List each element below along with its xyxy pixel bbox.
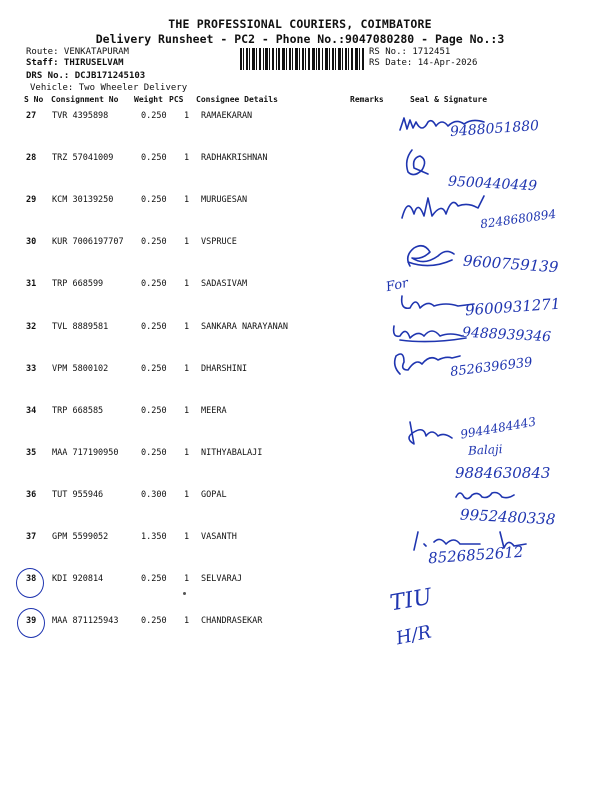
handwritten-phone: 8248680894	[479, 206, 557, 232]
col-consignee: Consignee Details	[196, 95, 278, 104]
consignment-no: KDI 920814	[52, 574, 104, 584]
staff-label: Staff: THIRUSELVAM	[26, 58, 124, 68]
consignment-no: KUR 7006197707	[52, 237, 124, 247]
company-title: THE PROFESSIONAL COURIERS, COIMBATORE	[168, 17, 432, 31]
row-34	[0, 406, 600, 418]
row-39	[0, 616, 600, 628]
consignment-no: TRP 668585	[52, 406, 104, 416]
col-remarks: Remarks	[350, 95, 384, 104]
consignee-name: NITHYABALAJI	[201, 448, 263, 458]
handwritten-signature	[390, 318, 470, 344]
consignment-no: TVL 8889581	[52, 322, 109, 332]
col-seal-signature: Seal & Signature	[410, 95, 488, 104]
consignment-no: KCM 30139250	[52, 195, 114, 205]
pcs: 1	[184, 279, 190, 289]
handwritten-signature	[452, 487, 522, 503]
weight: 0.250	[141, 195, 167, 205]
sno: 30	[26, 237, 37, 247]
weight: 0.300	[141, 490, 167, 500]
handwritten-name: Balaji	[467, 442, 503, 458]
sno: 28	[26, 153, 37, 163]
pcs: 1	[184, 195, 190, 205]
handwritten-phone: 9488051880	[449, 117, 540, 141]
weight: 0.250	[141, 153, 167, 163]
handwritten-for: For	[384, 275, 410, 296]
row-30	[0, 237, 600, 249]
weight: 0.250	[141, 237, 167, 247]
pcs: 1	[184, 322, 190, 332]
weight: 0.250	[141, 322, 167, 332]
vehicle-label: Vehicle: Two Wheeler Delivery	[30, 83, 188, 93]
handwritten-phone: 9884630843	[455, 464, 551, 482]
sno: 37	[26, 532, 37, 542]
sno: 39	[26, 616, 37, 626]
row-29	[0, 195, 600, 207]
handwritten-mark: TIU	[388, 584, 434, 617]
pcs: 1	[184, 111, 190, 121]
consignment-no: TRZ 57041009	[52, 153, 114, 163]
weight: 0.250	[141, 574, 167, 584]
drs-label: DRS No.: DCJB171245103	[26, 71, 146, 81]
handwritten-signature	[398, 192, 488, 222]
col-weight: Weight	[134, 95, 163, 104]
circle-mark-38	[16, 568, 44, 598]
runsheet-title: Delivery Runsheet - PC2 - Phone No.:9047080280 - Page No.:3	[95, 32, 505, 46]
consignment-no: MAA 717190950	[52, 448, 119, 458]
weight: 0.250	[141, 111, 167, 121]
pcs: 1	[184, 237, 190, 247]
rs-date: RS Date: 14-Apr-2026	[369, 58, 478, 68]
weight: 0.250	[141, 406, 167, 416]
consignee-name: RADHAKRISHNAN	[201, 153, 268, 163]
row-38	[0, 574, 600, 586]
handwritten-signature	[398, 146, 438, 180]
sno: 38	[26, 574, 37, 584]
weight: 0.250	[141, 364, 167, 374]
pcs: 1	[184, 364, 190, 374]
pcs: 1	[184, 490, 190, 500]
circle-mark-39	[17, 608, 45, 638]
handwritten-phone: 9600931271	[464, 294, 561, 320]
row-31	[0, 279, 600, 291]
rs-number: RS No.: 1712451	[369, 47, 451, 57]
col-consignment: Consignment No	[51, 95, 119, 104]
pcs: 1	[184, 153, 190, 163]
pcs: 1	[184, 406, 190, 416]
consignee-name: MURUGESAN	[201, 195, 248, 205]
consignee-name: MEERA	[201, 406, 227, 416]
consignment-no: VPM 5800102	[52, 364, 109, 374]
stray-mark	[183, 592, 186, 595]
col-pcs: PCS	[169, 95, 184, 104]
consignment-no: TUT 955946	[52, 490, 104, 500]
pcs: 1	[184, 532, 190, 542]
barcode	[240, 48, 365, 70]
pcs: 1	[184, 616, 190, 626]
handwritten-signature	[400, 418, 454, 448]
handwritten-mark: H/R	[394, 621, 434, 650]
consignee-name: VASANTH	[201, 532, 237, 542]
weight: 1.350	[141, 532, 167, 542]
handwritten-phone: 9952480338	[459, 505, 556, 529]
consignee-name: VSPRUCE	[201, 237, 237, 247]
sno: 32	[26, 322, 37, 332]
consignment-no: MAA 871125943	[52, 616, 119, 626]
consignment-no: GPM 5599052	[52, 532, 109, 542]
sno: 27	[26, 111, 37, 121]
consignee-name: SANKARA NARAYANAN	[201, 322, 288, 332]
consignment-no: TRP 668599	[52, 279, 104, 289]
consignment-no: TVR 4395898	[52, 111, 109, 121]
consignee-name: DHARSHINI	[201, 364, 248, 374]
handwritten-phone: 8526396939	[449, 355, 534, 380]
row-28	[0, 153, 600, 165]
consignee-name: SADASIVAM	[201, 279, 248, 289]
handwritten-phone: 9500440449	[447, 173, 538, 195]
weight: 0.250	[141, 616, 167, 626]
consignee-name: RAMAEKARAN	[201, 111, 253, 121]
consignee-name: CHANDRASEKAR	[201, 616, 263, 626]
col-sno: S No	[24, 95, 44, 104]
handwritten-phone: 8526852612	[427, 542, 524, 568]
sno: 33	[26, 364, 37, 374]
weight: 0.250	[141, 448, 167, 458]
handwritten-signature	[400, 236, 460, 272]
pcs: 1	[184, 574, 190, 584]
handwritten-phone: 9944484443	[459, 414, 537, 442]
row-35	[0, 448, 600, 460]
sno: 34	[26, 406, 37, 416]
consignee-name: GOPAL	[201, 490, 227, 500]
sno: 31	[26, 279, 37, 289]
handwritten-phone: 9488939346	[461, 324, 552, 346]
pcs: 1	[184, 448, 190, 458]
sno: 36	[26, 490, 37, 500]
handwritten-phone: 9600759139	[462, 251, 559, 277]
consignee-name: SELVARAJ	[201, 574, 242, 584]
weight: 0.250	[141, 279, 167, 289]
sno: 29	[26, 195, 37, 205]
route-label: Route: VENKATAPURAM	[26, 47, 129, 57]
sno: 35	[26, 448, 37, 458]
